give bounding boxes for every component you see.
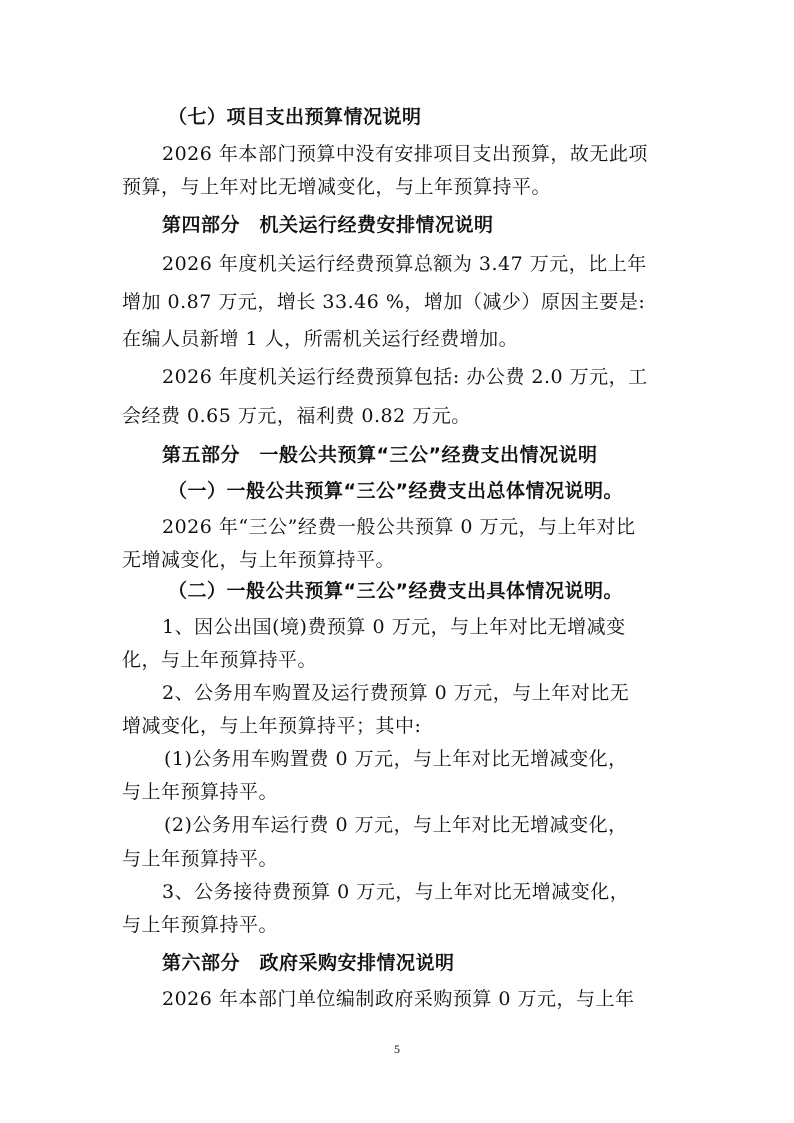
paragraph-line: (1)公务用车购置费 0 万元，与上年对比无增减变化， bbox=[164, 748, 628, 770]
paragraph-line: 2026 年“三公”经费一般公共预算 0 万元，与上年对比 bbox=[162, 516, 636, 538]
subsection-heading-overall: （一）一般公共预算“三公”经费支出总体情况说明。 bbox=[168, 480, 623, 502]
paragraph-line: (2)公务用车运行费 0 万元，与上年对比无增减变化， bbox=[164, 814, 628, 836]
paragraph-line: 增减变化，与上年预算持平；其中: bbox=[122, 715, 422, 737]
part-five-heading: 第五部分 一般公共预算“三公”经费支出情况说明 bbox=[162, 444, 598, 466]
paragraph-line: 2、公务用车购置及运行费预算 0 万元，与上年对比无 bbox=[162, 682, 630, 704]
paragraph-line: 无增减变化，与上年预算持平。 bbox=[122, 549, 396, 571]
paragraph-line: 与上年预算持平。 bbox=[122, 914, 279, 936]
paragraph-line: 2026 年本部门预算中没有安排项目支出预算，故无此项 bbox=[162, 143, 648, 165]
section-heading-project-expenditure: （七）项目支出预算情况说明 bbox=[168, 106, 422, 128]
subsection-heading-specific: （二）一般公共预算“三公”经费支出具体情况说明。 bbox=[168, 580, 623, 602]
paragraph-line: 与上年预算持平。 bbox=[122, 848, 279, 870]
paragraph-line: 在编人员新增 1 人，所需机关运行经费增加。 bbox=[122, 328, 519, 350]
part-four-heading: 第四部分 机关运行经费安排情况说明 bbox=[162, 214, 494, 236]
paragraph-line: 与上年预算持平。 bbox=[122, 781, 279, 803]
paragraph-line: 化，与上年预算持平。 bbox=[122, 649, 318, 671]
paragraph-line: 预算，与上年对比无增减变化，与上年预算持平。 bbox=[122, 176, 552, 198]
paragraph-line: 会经费 0.65 万元，福利费 0.82 万元。 bbox=[122, 405, 471, 427]
part-six-heading: 第六部分 政府采购安排情况说明 bbox=[162, 952, 455, 974]
paragraph-line: 增加 0.87 万元，增长 33.46 %，增加（减少）原因主要是: bbox=[122, 291, 646, 313]
paragraph-line: 2026 年本部门单位编制政府采购预算 0 万元，与上年 bbox=[162, 988, 635, 1010]
paragraph-line: 2026 年度机关运行经费预算总额为 3.47 万元，比上年 bbox=[162, 253, 647, 275]
paragraph-line: 2026 年度机关运行经费预算包括: 办公费 2.0 万元，工 bbox=[162, 366, 648, 388]
paragraph-line: 1、因公出国(境)费预算 0 万元，与上年对比无增减变 bbox=[162, 616, 626, 638]
page-number: 5 bbox=[394, 1042, 400, 1056]
paragraph-line: 3、公务接待费预算 0 万元，与上年对比无增减变化， bbox=[162, 881, 630, 903]
